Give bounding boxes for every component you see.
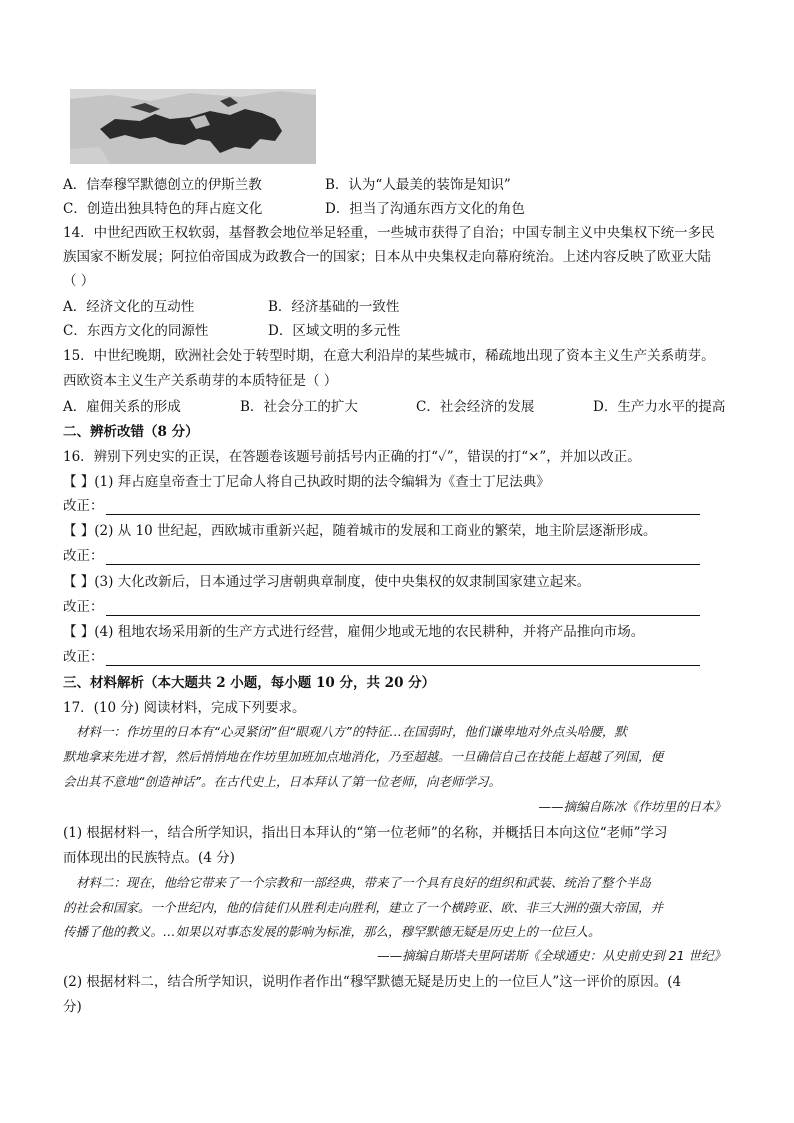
q15-stem-line2: 西欧资本主义生产关系萌芽的本质特征是（ ） [63,373,338,389]
material1-line1: 材料一：作坊里的日本有“心灵紧闭”但“眼观八方”的特征…在国弱时，他们谦卑地对外点头哈腰，默 [76,724,627,739]
correction-label: 改正： [63,498,104,514]
q16-item-2: 【 】(2) 从 10 世纪起，西欧城市重新兴起，随着城市的发展和工商业的繁荣，地主阶层逐渐形成。 [63,523,657,539]
q15-stem-line1: 15．中世纪晚期，欧洲社会处于转型时期，在意大利沿岸的某些城市，稀疏地出现了资本主义生产关系萌芽。 [63,348,715,364]
answer-line[interactable] [106,615,700,616]
material1-line3: 会出其不意地“创造神话”。在古代史上，日本拜认了第一位老师，向老师学习。 [63,774,501,789]
q14-option-a: A．经济文化的互动性 [63,299,195,315]
q15-option-a: A．雇佣关系的形成 [63,399,181,415]
q15-option-d: D．生产力水平的提高 [593,399,726,415]
correction-label: 改正： [63,649,104,665]
q14-stem-line1: 14．中世纪西欧王权软弱，基督教会地位举足轻重，一些城市获得了自治；中国专制主义中央集权下统一多民 [63,225,715,241]
material2-line2: 的社会和国家。一个世纪内，他的信徒们从胜利走向胜利，建立了一个横跨亚、欧、非三大洲的强大帝国，并 [63,900,664,915]
answer-line[interactable] [106,564,700,565]
q17-sub2-line2: 分) [63,999,82,1015]
correction-label: 改正： [63,599,104,615]
q13-option-b: B．认为“人最美的装饰是知识” [325,177,511,193]
empire-map-image [70,89,316,164]
q14-blank: （ ） [63,273,95,289]
q17-sub1-line2: 而体现出的民族特点。(4 分) [63,850,235,866]
section3-title: 三、材料解析（本大题共 2 小题，每小题 10 分，共 20 分） [63,675,436,691]
q15-option-b: B．社会分工的扩大 [240,399,358,415]
q14-option-c: C．东西方文化的同源性 [63,323,209,339]
material1-source: ——摘编自陈冰《作坊里的日本》 [538,799,726,814]
q16-intro: 16．辨别下列史实的正误，在答题卷该题号前括号内正确的打“✓”，错误的打“×”，并加以改正。 [63,449,641,465]
q16-item-3: 【 】(3) 大化改新后，日本通过学习唐朝典章制度，使中央集权的奴隶制国家建立起来。 [63,574,591,590]
q15-option-c: C．社会经济的发展 [416,399,535,415]
q17-sub2-line1: (2) 根据材料二，结合所学知识，说明作者作出“穆罕默德无疑是历史上的一位巨人”这一评价的原因。(4 [63,974,682,990]
q14-option-b: B．经济基础的一致性 [268,299,400,315]
section2-title: 二、辨析改错（8 分） [63,424,199,440]
q16-item-1: 【 】(1) 拜占庭皇帝查士丁尼命人将自己执政时期的法令编辑为《查士丁尼法典》 [63,474,550,490]
answer-line[interactable] [106,665,700,666]
q17-intro: 17．(10 分) 阅读材料，完成下列要求。 [63,700,306,716]
correction-label: 改正： [63,548,104,564]
q13-option-a: A．信奉穆罕默德创立的伊斯兰教 [63,177,262,193]
material1-line2: 默地拿来先进才智，然后悄悄地在作坊里加班加点地消化，乃至超越。一旦确信自己在技能上超越了列国，便 [63,749,664,764]
q14-stem-line2: 族国家不断发展；阿拉伯帝国成为政教合一的国家；日本从中央集权走向幕府统治。上述内容反映了欧亚大陆 [63,249,711,265]
material2-line1: 材料二：现在，他给它带来了一个宗教和一部经典，带来了一个具有良好的组织和武装、统治了整个半岛 [76,875,652,890]
q17-sub1-line1: (1) 根据材料一，结合所学知识，指出日本拜认的“第一位老师”的名称，并概括日本向这位“老师”学习 [63,825,668,841]
q16-item-4: 【 】(4) 租地农场采用新的生产方式进行经营，雇佣少地或无地的农民耕种，并将产品推向市场。 [63,624,645,640]
q13-option-c: C．创造出独具特色的拜占庭文化 [63,201,263,217]
answer-line[interactable] [106,514,700,515]
q13-option-d: D．担当了沟通东西方文化的角色 [325,201,525,217]
q14-option-d: D．区域文明的多元性 [268,323,401,339]
material2-line3: 传播了他的教义。…如果以对事态发展的影响为标准，那么，穆罕默德无疑是历史上的一位巨人。 [63,924,601,939]
material2-source: ——摘编自斯塔夫里阿诺斯《全球通史：从史前史到 21 世纪》 [377,948,726,963]
islamic-empire-map-image [70,89,316,164]
